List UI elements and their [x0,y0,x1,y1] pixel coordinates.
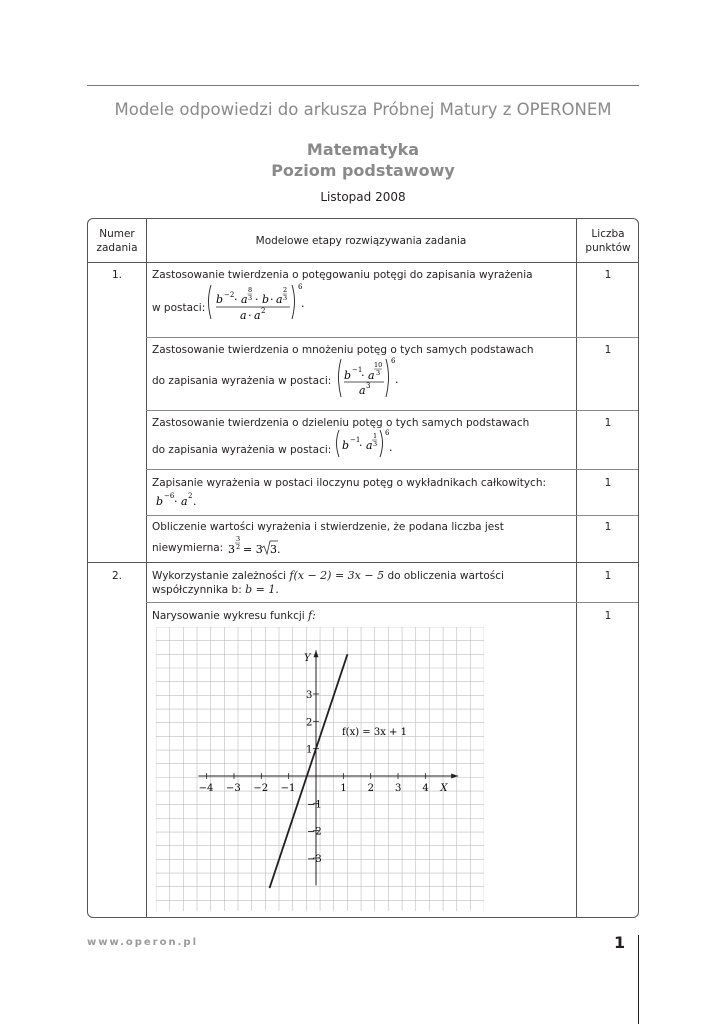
column-divider [146,219,147,917]
header-rule [87,85,639,86]
svg-text:b: b [344,369,352,382]
subject-level: Poziom podstawowy [271,161,455,180]
svg-text:.: . [389,441,393,454]
step-text [152,609,316,623]
header-numer-line1: Numer [99,228,135,240]
document-title: Modele odpowiedzi do arkusza Próbnej Matury z OPERONEM [114,100,612,119]
svg-text:3: 3 [248,294,253,302]
task-number: 2. [111,570,123,582]
formula-inline: f(x − 2) = 3x − 5 [289,569,385,582]
formula-step4 [154,489,214,511]
step-text-part: Narysowanie wykresu funkcji [152,610,305,622]
function-graph [156,627,484,911]
svg-text:a: a [241,293,248,306]
header-punkty [576,227,640,255]
svg-text:a: a [359,384,366,397]
svg-text:3: 3 [283,294,288,302]
y-tick-label: −3 [307,854,322,866]
step-divider [146,337,638,338]
svg-text:−1: −1 [350,436,361,444]
points: 1 [604,521,612,533]
step-divider [146,602,638,603]
subject-name: Matematyka [306,140,420,159]
svg-text:1: 1 [373,432,378,440]
y-tick-label: 2 [306,717,313,729]
exam-date: Listopad 2008 [320,190,406,204]
svg-text:b: b [216,293,224,306]
step-text: Zapisanie wyrażenia w postaci iloczynu potęg o wykładnikach całkowitych: [152,477,547,489]
svg-text:6: 6 [298,283,303,291]
points: 1 [604,344,612,356]
x-tick-label: 3 [395,783,402,794]
svg-text:2: 2 [261,307,266,315]
step-text: w postaci: [152,302,206,314]
y-tick-label: 1 [306,744,313,756]
points: 1 [604,610,612,622]
step-text-part: Wykorzystanie zależności [152,570,287,582]
points: 1 [604,477,612,489]
formula-step2 [336,355,406,405]
step-divider [146,469,638,470]
svg-text:−1: −1 [352,366,363,374]
y-tick-label: 3 [306,689,313,701]
y-tick-label: −1 [307,799,322,811]
y-axis-arrow [314,650,319,657]
x-tick-label: −3 [225,783,241,794]
points: 1 [604,417,612,429]
svg-text:−2: −2 [224,291,235,299]
svg-text:·: · [361,369,365,382]
svg-text:.: . [395,373,399,386]
svg-text:6: 6 [385,429,390,437]
formula-step5 [226,532,286,558]
x-tick-label: 2 [367,783,375,794]
svg-text:3: 3 [373,440,378,448]
step-text-part: współczynnika b: [152,584,242,596]
svg-text:a: a [240,309,247,322]
svg-text:−6: −6 [164,492,175,500]
x-tick-label: 4 [422,783,429,794]
subject-heading [87,139,639,181]
svg-text:a: a [366,439,373,452]
y-axis-label: Y [304,653,311,665]
svg-text:b: b [262,293,270,306]
x-tick-label: −2 [253,783,269,794]
svg-text:.: . [193,495,197,508]
svg-text:·: · [234,293,238,306]
svg-text:= 3: = 3 [243,543,263,556]
svg-text:6: 6 [391,357,396,365]
step-text: Zastosowanie twierdzenia o dzieleniu potęg o tych samych podstawach [152,417,530,429]
x-tick-label: −1 [280,783,296,794]
svg-text:8: 8 [248,286,253,294]
svg-text:.: . [301,297,305,310]
svg-text:·: · [255,293,259,306]
x-tick-label: −4 [198,783,214,794]
step-text: do zapisania wyrażenia w postaci: [152,375,332,387]
task-divider [88,562,638,563]
x-axis-label: X [440,783,448,794]
step-text-part: do obliczenia wartości [387,570,504,582]
step-text: do zapisania wyrażenia w postaci: [152,444,332,456]
step-text: Zastosowanie twierdzenia o mnożeniu potęg o tych samych podstawach [152,344,534,356]
svg-text:a: a [368,369,375,382]
x-axis-arrow [451,774,458,779]
svg-text:·: · [359,439,363,452]
svg-text:2: 2 [283,286,288,294]
step-text: Obliczenie wartości wyrażenia i stwierdzenie, że podana liczba jest [152,521,504,533]
svg-text:·: · [174,495,178,508]
svg-text:3: 3 [228,543,235,556]
page-number: 1 [614,933,626,952]
svg-text:b: b [156,495,164,508]
svg-text:a: a [276,293,283,306]
step-text [152,583,279,597]
svg-text:2: 2 [236,543,241,551]
page-bar [638,935,639,1024]
step-text [152,569,504,583]
points: 1 [604,269,612,281]
svg-text:3.: 3. [270,543,281,556]
header-etapy: Modelowe etapy rozwiązywania zadania [255,235,467,247]
header-punkty-line2: punktów [585,242,631,254]
function-label: f(x) = 3x + 1 [341,726,407,738]
header-numer-line2: zadania [96,242,138,254]
y-tick-label: −2 [307,826,322,838]
header-numer [88,227,146,255]
header-divider [88,262,638,263]
column-divider [576,219,577,917]
formula-step3 [334,427,404,463]
step-text: niewymierna: [152,542,224,554]
svg-text:a: a [181,495,188,508]
formula-inline: b = 1. [245,583,279,596]
footer-url: www.operon.pl [87,937,198,948]
x-tick-label: 1 [340,783,347,794]
svg-text:·: · [270,293,274,306]
svg-text:3: 3 [236,535,241,543]
formula-inline: f: [308,609,316,622]
step-divider [146,410,638,411]
svg-text:10: 10 [374,361,383,369]
svg-text:2: 2 [188,492,193,500]
formula-step1 [206,281,316,329]
svg-text:·: · [248,309,252,322]
step-divider [146,515,638,516]
task-number: 1. [111,269,123,281]
svg-text:3: 3 [366,382,371,390]
answer-key-table [87,218,639,918]
svg-text:a: a [254,309,261,322]
header-punkty-line1: Liczba [591,228,625,240]
svg-text:b: b [342,439,350,452]
points: 1 [604,570,612,582]
step-text: Zastosowanie twierdzenia o potęgowaniu potęgi do zapisania wyrażenia [152,269,533,281]
svg-text:3: 3 [376,369,381,377]
